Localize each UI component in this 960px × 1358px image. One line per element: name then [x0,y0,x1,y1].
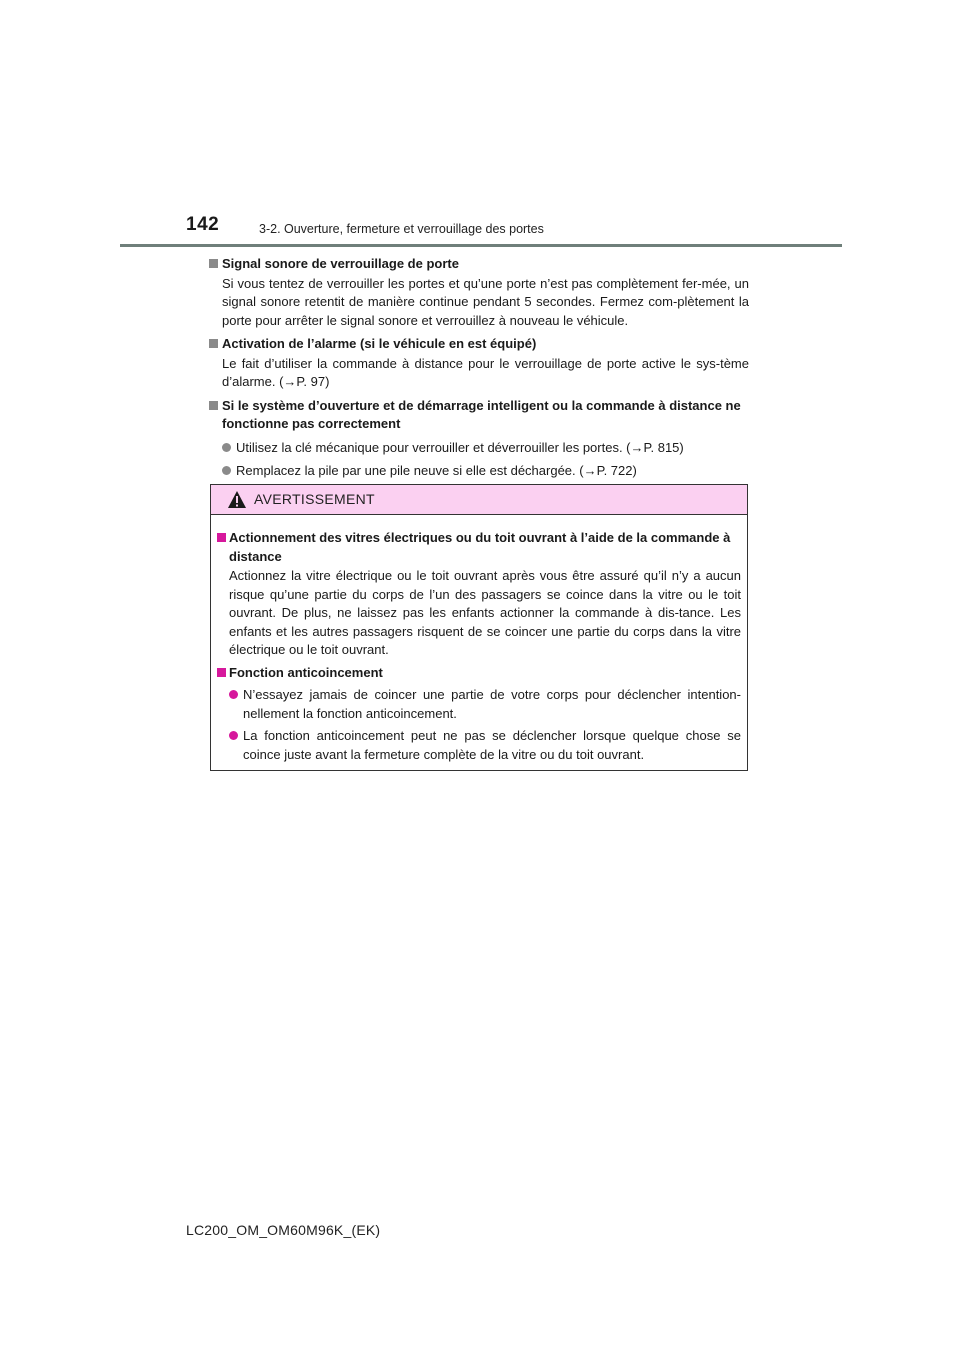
list-item-text: N’essayez jamais de coincer une partie de votre corps pour déclencher intention-nellement la fonction anticoincement. [243,687,741,721]
section-heading [209,255,749,274]
section-heading [209,335,749,354]
warning-header [211,485,747,515]
warning-section-body: Actionnez la vitre électrique ou le toit ouvrant après vous être assuré qu’il n’y a aucun risque qu’une partie du corps de l’un des passagers se coince dans la vitre ou le toit ouvrant. De plus, ne laissez pas les enfants actionner la commande à dis-tance. Les enfants et les autres passagers risquent de se coincer une partie du corps dans la vitre électrique ou le toit ouvrant. [229,568,741,657]
section-body: Si vous tentez de verrouiller les portes et qu’une porte n’est pas complètement fer-mée, un signal sonore retentit de manière continue pendant 5 secondes. Fermez com-plètement la porte pour arrêter le signal sonore et verrouillez à nouveau le véhicule. [222,275,749,328]
warning-triangle-icon [227,490,247,509]
round-bullet-icon [229,731,238,740]
square-bullet-icon [209,259,218,268]
list-item [217,727,741,764]
section-system-malfunction [209,397,749,481]
section-body: Le fait d’utiliser la commande à distance pour le verrouillage de porte active le sys-tème d’alarme. (→P. 97) [222,355,749,389]
section-alarm-activation [209,335,749,392]
section-lock-buzzer [209,255,749,330]
list-item-text: Utilisez la clé mécanique pour verrouiller et déverrouiller les portes. (→P. 815) [236,439,684,455]
round-bullet-icon [222,466,231,475]
list-item-text: Remplacez la pile par une pile neuve si elle est déchargée. (→P. 722) [236,463,637,478]
list-item [217,686,741,723]
warning-body [211,515,747,764]
round-bullet-icon [229,690,238,699]
warning-box [210,484,748,771]
warning-section-anti-pinch [217,664,741,765]
header-rule [120,244,842,247]
warning-title: AVERTISSEMENT [254,491,375,507]
section-heading-text: Activation de l’alarme (si le véhicule en est équipé) [222,336,537,351]
section-heading-text: Signal sonore de verrouillage de porte [222,256,459,271]
section-heading [209,397,749,434]
list-item [209,439,749,458]
square-bullet-icon [209,339,218,348]
square-bullet-icon [217,668,226,677]
warning-section-remote-windows [217,529,741,660]
warning-section-heading [217,664,741,683]
square-bullet-icon [209,401,218,410]
square-bullet-icon [217,533,226,542]
warning-section-heading-text: Actionnement des vitres électriques ou du toit ouvrant à l’aide de la commande à distance [229,530,731,564]
section-heading-text: Si le système d’ouverture et de démarrage intelligent ou la commande à distance ne fonctionne pas correctement [222,397,741,431]
page-number: 142 [186,214,220,235]
section-header-title: 3-2. Ouverture, fermeture et verrouillage des portes [259,222,544,236]
list-item-text: La fonction anticoincement peut ne pas se déclencher lorsque quelque chose se coince juste avant la fermeture complète de la vitre ou du toit ouvrant. [243,728,741,762]
list-item [209,462,749,481]
warning-section-heading [217,529,741,566]
warning-section-heading-text: Fonction anticoincement [229,664,383,680]
document-code: LC200_OM_OM60M96K_(EK) [186,1222,381,1238]
main-content [209,255,749,486]
round-bullet-icon [222,443,231,452]
